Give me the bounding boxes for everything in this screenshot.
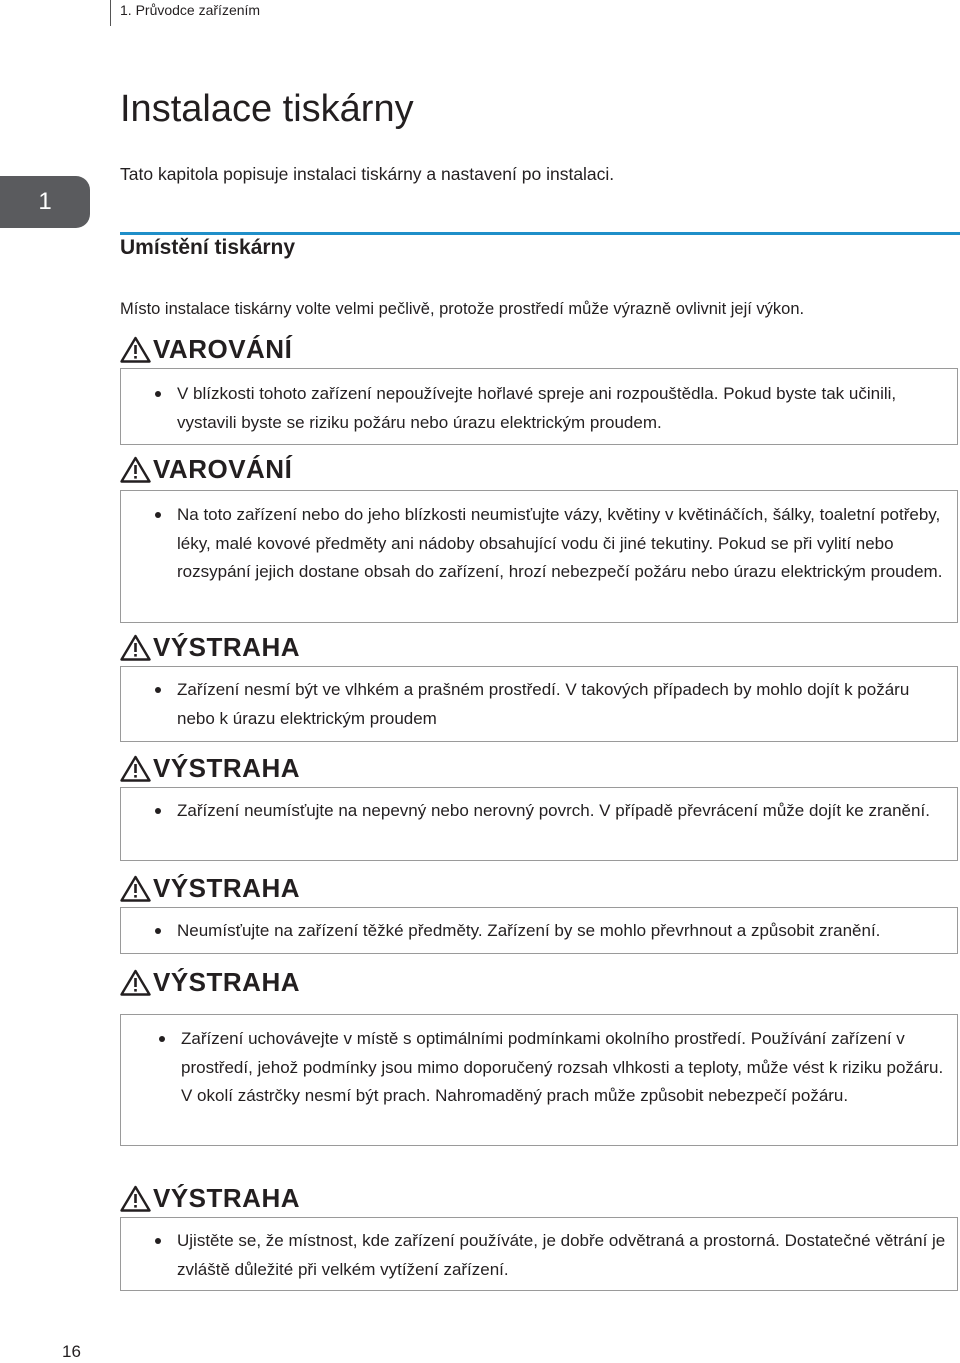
notice-box xyxy=(120,907,958,954)
page-title: Instalace tiskárny xyxy=(120,88,414,130)
header-divider xyxy=(110,0,111,26)
chapter-tab-number: 1 xyxy=(38,188,52,215)
warning-triangle-icon xyxy=(120,1185,151,1212)
notice-label: VAROVÁNÍ xyxy=(153,454,293,484)
notice-label: VÝSTRAHA xyxy=(153,873,301,903)
notice-item: Na toto zařízení nebo do jeho blízkosti neumisťujte vázy, květiny v květináčích, šálky, toaletní potřeby, léky, malé kovové předměty ani nádoby obsahující vodu či jiné tekutiny. Pokud se při vylití nebo rozsypání jejich dostane obsah do zařízení, hrozí nebezpečí požáru nebo úrazu elektrickým proudem. xyxy=(177,501,949,587)
notice-title xyxy=(120,632,300,663)
notice-label: VÝSTRAHA xyxy=(153,753,301,783)
notice-box xyxy=(120,368,958,445)
warning-triangle-icon xyxy=(120,875,151,902)
notice-label: VÝSTRAHA xyxy=(153,632,301,662)
warning-triangle-icon xyxy=(120,456,151,483)
notice-title xyxy=(120,1183,300,1214)
warning-triangle-icon xyxy=(120,336,151,363)
notice-label: VAROVÁNÍ xyxy=(153,334,293,364)
section-divider xyxy=(120,232,960,235)
notice-box xyxy=(120,490,958,623)
intro-text: Tato kapitola popisuje instalaci tiskárny a nastavení po instalaci. xyxy=(120,164,615,184)
section-text: Místo instalace tiskárny volte velmi pečlivě, protože prostředí může výrazně ovlivnit její výkon. xyxy=(120,300,805,318)
notice-title xyxy=(120,334,292,365)
warning-triangle-icon xyxy=(120,969,151,996)
notice-title xyxy=(120,873,300,904)
notice-box xyxy=(120,1217,958,1291)
section-heading: Umístění tiskárny xyxy=(120,236,296,259)
notice-item: Zařízení uchovávejte v místě s optimálními podmínkami okolního prostředí. Používání zařízení v prostředí, jehož podmínky jsou mimo doporučený rozsah vlhkosti a teploty, může vést k riziku požáru. V okolí zástrčky nesmí být prach. Nahromaděný prach může způsobit nebezpečí požáru. xyxy=(181,1025,949,1111)
notice-title xyxy=(120,454,292,485)
notice-item: Zařízení nesmí být ve vlhkém a prašném prostředí. V takových případech by mohlo dojít k požáru nebo k úrazu elektrickým proudem xyxy=(177,676,949,733)
page-number: 16 xyxy=(62,1342,81,1361)
notice-label: VÝSTRAHA xyxy=(153,967,301,997)
notice-title xyxy=(120,967,300,998)
notice-item: Neumísťujte na zařízení těžké předměty. Zařízení by se mohlo převrhnout a způsobit zranění. xyxy=(177,917,949,946)
warning-triangle-icon xyxy=(120,755,151,782)
notice-item: Zařízení neumísťujte na nepevný nebo nerovný povrch. V případě převrácení může dojít ke zranění. xyxy=(177,797,949,826)
notice-box xyxy=(120,787,958,861)
notice-label: VÝSTRAHA xyxy=(153,1183,301,1213)
running-header: 1. Průvodce zařízením xyxy=(120,2,261,18)
chapter-tab xyxy=(0,176,90,228)
notice-box xyxy=(120,1014,958,1146)
notice-item: Ujistěte se, že místnost, kde zařízení používáte, je dobře odvětraná a prostorná. Dostatečné větrání je zvláště důležité při velkém vytížení zařízení. xyxy=(177,1227,949,1284)
notice-title xyxy=(120,753,300,784)
warning-triangle-icon xyxy=(120,634,151,661)
notice-box xyxy=(120,666,958,742)
notice-item: V blízkosti tohoto zařízení nepoužívejte hořlavé spreje ani rozpouštědla. Pokud byste tak učinili, vystavili byste se riziku požáru nebo úrazu elektrickým proudem. xyxy=(177,380,949,437)
